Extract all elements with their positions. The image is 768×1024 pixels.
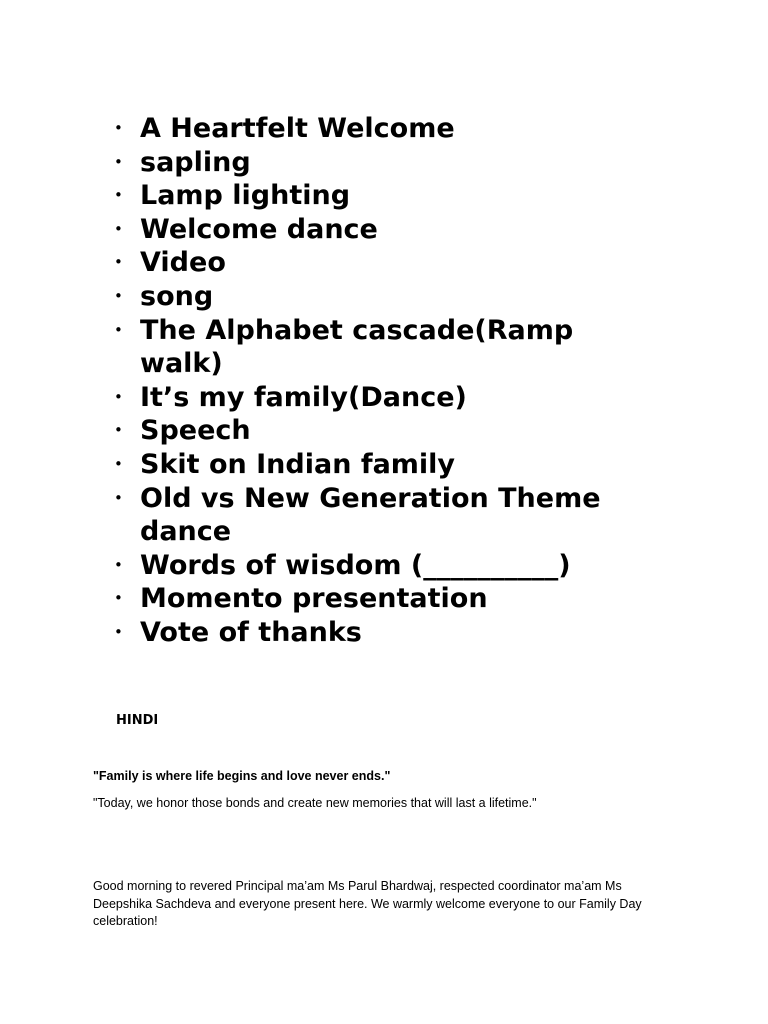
list-item-text: song (140, 280, 214, 312)
list-item-text: Video (140, 247, 226, 279)
list-item (108, 549, 648, 583)
bullet-icon: • (114, 421, 123, 440)
list-item (108, 146, 648, 180)
quote-honor: "Today, we honor those bonds and create new memories that will last a lifetime." (93, 796, 537, 810)
list-item (108, 616, 648, 650)
list-item-text: Welcome dance (140, 213, 378, 245)
program-list (108, 112, 648, 650)
list-item (108, 213, 648, 247)
list-item-text: Old vs New Generation Theme dance (140, 482, 601, 548)
list-item-text: Momento presentation (140, 583, 488, 615)
bullet-icon: • (114, 622, 123, 641)
list-item (108, 112, 648, 146)
list-item-text: Words of wisdom (__________) (140, 549, 571, 581)
list-item (108, 314, 648, 381)
list-item-text: Skit on Indian family (140, 448, 456, 480)
list-item (108, 280, 648, 314)
list-item (108, 448, 648, 482)
list-item-text: The Alphabet cascade(Ramp walk) (140, 314, 574, 380)
list-item (108, 381, 648, 415)
list-item (108, 179, 648, 213)
bullet-icon: • (114, 152, 123, 171)
greeting-paragraph: Good morning to revered Principal ma’am Ms Parul Bhardwaj, respected coordinator ma’am Ms Deepshika Sachdeva and everyone present here. We warmly welcome everyone to our Family Day celebration! (93, 879, 642, 928)
list-item-text: It’s my family(Dance) (140, 381, 467, 413)
list-item-text: Speech (140, 415, 251, 447)
list-item (108, 582, 648, 616)
list-item (108, 482, 648, 549)
list-item-text: Lamp lighting (140, 180, 351, 212)
list-item-text: A Heartfelt Welcome (140, 113, 455, 144)
list-item (108, 246, 648, 280)
bullet-icon: • (114, 589, 123, 608)
list-item (108, 414, 648, 448)
bullet-icon: • (114, 186, 123, 205)
bullet-icon: • (114, 488, 123, 507)
bullet-icon: • (114, 320, 123, 339)
list-item-text: sapling (140, 146, 251, 178)
bullet-icon: • (114, 387, 123, 406)
list-item-text: Vote of thanks (140, 616, 362, 648)
bullet-icon: • (114, 119, 123, 137)
bullet-icon: • (114, 454, 123, 473)
bullet-icon: • (114, 286, 123, 305)
quote-family: "Family is where life begins and love never ends." (93, 769, 391, 783)
bullet-icon: • (114, 219, 123, 238)
bullet-icon: • (114, 253, 123, 272)
section-heading-hindi: HINDI (116, 713, 159, 728)
bullet-icon: • (114, 555, 123, 574)
